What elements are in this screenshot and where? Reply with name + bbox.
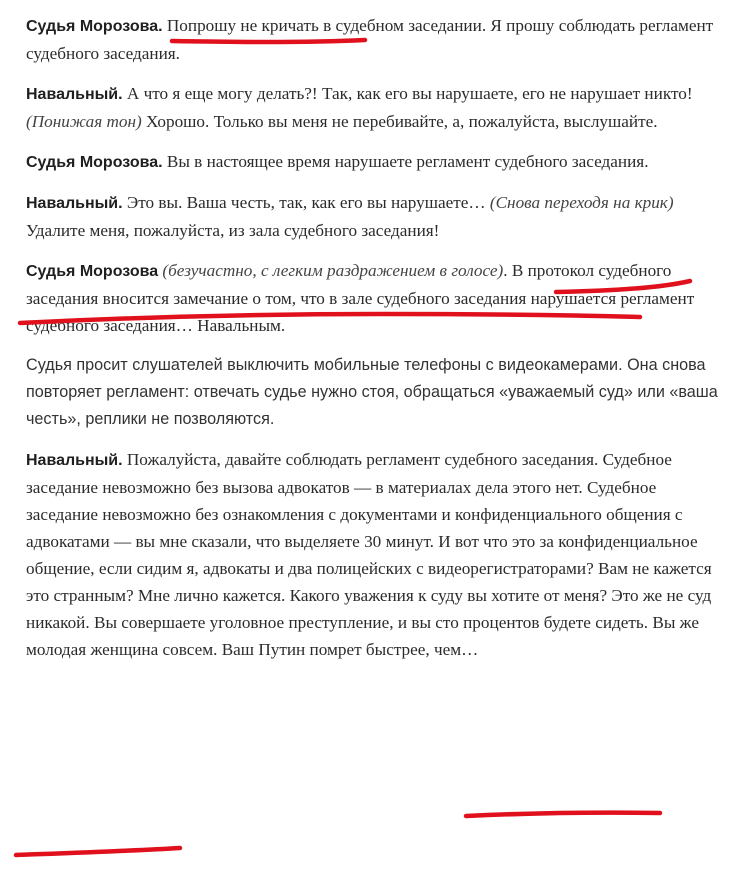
paragraph-text: Вы в настоящее время нарушаете регламент судебного заседания. [162,152,649,171]
stage-direction: (Снова переходя на крик) [489,193,674,212]
red-underline-4 [466,813,660,816]
speaker-name: Судья Морозова. [26,18,163,35]
paragraph-text: Судья просит слушателей выключить мобильные телефоны с видеокамерами. Она снова повторяет регламент: отвечать судье нужно стоя, обращаться «уважаемый суд» или «ваша честь», реплики не позволяются. [26,356,718,428]
paragraph-text: Хорошо. Только вы меня не перебивайте, а, пожалуйста, выслушайте. [141,112,658,131]
speaker-name: Судья Морозова [26,263,159,280]
paragraph-text: Это вы. Ваша честь, так, как его вы нарушаете… [122,193,490,212]
paragraph-text: Попрошу не кричать в судебном заседании. Я прошу соблюдать регламент судебного заседания. [26,16,714,63]
red-underline-5 [16,848,180,855]
paragraph [26,257,720,339]
paragraph [26,189,720,244]
article-body [26,12,720,676]
paragraph [26,148,720,176]
speaker-name: Навальный. [26,86,123,103]
paragraph-text: А что я еще могу делать?! Так, как его вы нарушаете, его не нарушает никто! [122,84,693,103]
stage-direction: (безучастно, с легким раздражением в голосе) [162,261,504,280]
speaker-name: Навальный. [26,195,123,212]
paragraph [26,80,720,135]
paragraph-text: Пожалуйста, давайте соблюдать регламент судебного заседания. Судебное заседание невозможно без вызова адвокатов — в материалах дела этого нет. Судебное заседание невозможно без ознакомления с документами и конфиденциального общения с адвокатами — вы мне сказали, что выделяете 30 минут. И вот что это за конфиденциальное общение, если сидим я, адвокаты и два полицейских с видеорегистраторами? Вам не кажется это странным? Мне лично кажется. Какого уважения к суду вы хотите от меня? Это же не суд никакой. Вы совершаете уголовное преступление, и вы сто процентов будете сидеть. Вы же молодая женщина совсем. Ваш Путин помрет быстрее, чем… [26,450,712,659]
narration-paragraph [26,352,720,433]
paragraph [26,12,720,67]
paragraph-text: . В протокол судебного заседания вносится замечание о том, что в зале судебного заседания нарушается регламент судебного заседания… Навальным. [26,261,695,335]
stage-direction: (Понижая тон) [26,112,142,131]
speaker-name: Навальный. [26,452,123,469]
speaker-name: Судья Морозова. [26,154,163,171]
paragraph-text: Удалите меня, пожалуйста, из зала судебного заседания! [26,221,440,240]
paragraph [26,446,720,663]
